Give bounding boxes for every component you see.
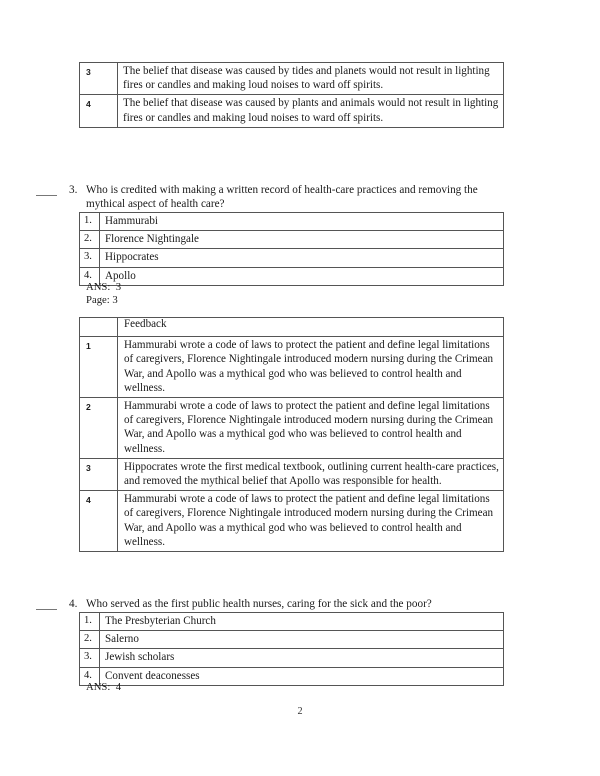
option-number: 1.: [80, 213, 100, 231]
row-text: Hippocrates wrote the first medical textbook, outlining current health-care practices, and removed the mythical belief that Apollo was responsible for health.: [118, 458, 504, 490]
option-number: 2.: [80, 231, 100, 249]
table-row: [80, 398, 504, 459]
row-number: 4: [80, 95, 118, 127]
option-text: Salerno: [100, 631, 504, 649]
feedback-table-q3: [79, 317, 504, 552]
option-text: Apollo: [100, 267, 504, 285]
continued-feedback-table: [79, 62, 504, 128]
answer-blank-line[interactable]: [36, 609, 57, 610]
option-row[interactable]: [80, 213, 504, 231]
question-number: 4.: [69, 598, 78, 610]
answer-blank-line[interactable]: [36, 195, 57, 196]
row-number: 3: [80, 63, 118, 95]
row-number: 4: [80, 491, 118, 552]
option-number: 1.: [80, 613, 100, 631]
option-row[interactable]: [80, 231, 504, 249]
options-table-q3: [79, 212, 504, 286]
answer-label-q4: ANS: 4: [86, 681, 122, 693]
option-number: 3.: [80, 649, 100, 667]
option-row[interactable]: [80, 613, 504, 631]
option-text: The Presbyterian Church: [100, 613, 504, 631]
option-row[interactable]: [80, 267, 504, 285]
row-number: 3: [80, 458, 118, 490]
option-number: 4.: [80, 667, 100, 685]
option-row[interactable]: [80, 667, 504, 685]
option-number: 3.: [80, 249, 100, 267]
option-row[interactable]: [80, 249, 504, 267]
row-text: The belief that disease was caused by plants and animals would not result in lighting fires or candles and making loud noises to ward off spirits.: [118, 95, 504, 127]
row-number: 2: [80, 398, 118, 459]
row-text: Hammurabi wrote a code of laws to protect the patient and define legal limitations of caregivers, Florence Nightingale introduced modern nursing during the Crimean War, and Apollo was a mythical god who was believed to control health and wellness.: [118, 337, 504, 398]
row-text: Hammurabi wrote a code of laws to protect the patient and define legal limitations of caregivers, Florence Nightingale introduced modern nursing during the Crimean War, and Apollo was a mythical god who was believed to control health and wellness.: [118, 491, 504, 552]
option-text: Convent deaconesses: [100, 667, 504, 685]
option-row[interactable]: [80, 631, 504, 649]
table-header-row: [80, 318, 504, 337]
question-number: 3.: [69, 184, 78, 196]
header-blank-cell: [80, 318, 118, 337]
option-text: Jewish scholars: [100, 649, 504, 667]
option-text: Hammurabi: [100, 213, 504, 231]
table-row: [80, 458, 504, 490]
table-row: [80, 95, 504, 127]
table-row: [80, 63, 504, 95]
row-number: 1: [80, 337, 118, 398]
page-reference-q3: Page: 3: [86, 294, 118, 306]
row-text: Hammurabi wrote a code of laws to protect the patient and define legal limitations of caregivers, Florence Nightingale introduced modern nursing during the Crimean War, and Apollo was a mythical god who was believed to control health and wellness.: [118, 398, 504, 459]
table-row: [80, 337, 504, 398]
feedback-header: Feedback: [118, 318, 504, 337]
page-number: 2: [297, 706, 303, 717]
table-row: [80, 491, 504, 552]
question-prompt: Who is credited with making a written record of health-care practices and removing the mythical aspect of health care?: [86, 184, 478, 211]
answer-label-q3: ANS: 3: [86, 281, 122, 293]
option-text: Florence Nightingale: [100, 231, 504, 249]
option-number: 4.: [80, 267, 100, 285]
option-text: Hippocrates: [100, 249, 504, 267]
option-number: 2.: [80, 631, 100, 649]
options-table-q4: [79, 612, 504, 686]
option-row[interactable]: [80, 649, 504, 667]
row-text: The belief that disease was caused by tides and planets would not result in lighting fires or candles and making loud noises to ward off spirits.: [118, 63, 504, 95]
question-prompt: Who served as the first public health nurses, caring for the sick and the poor?: [86, 598, 432, 610]
